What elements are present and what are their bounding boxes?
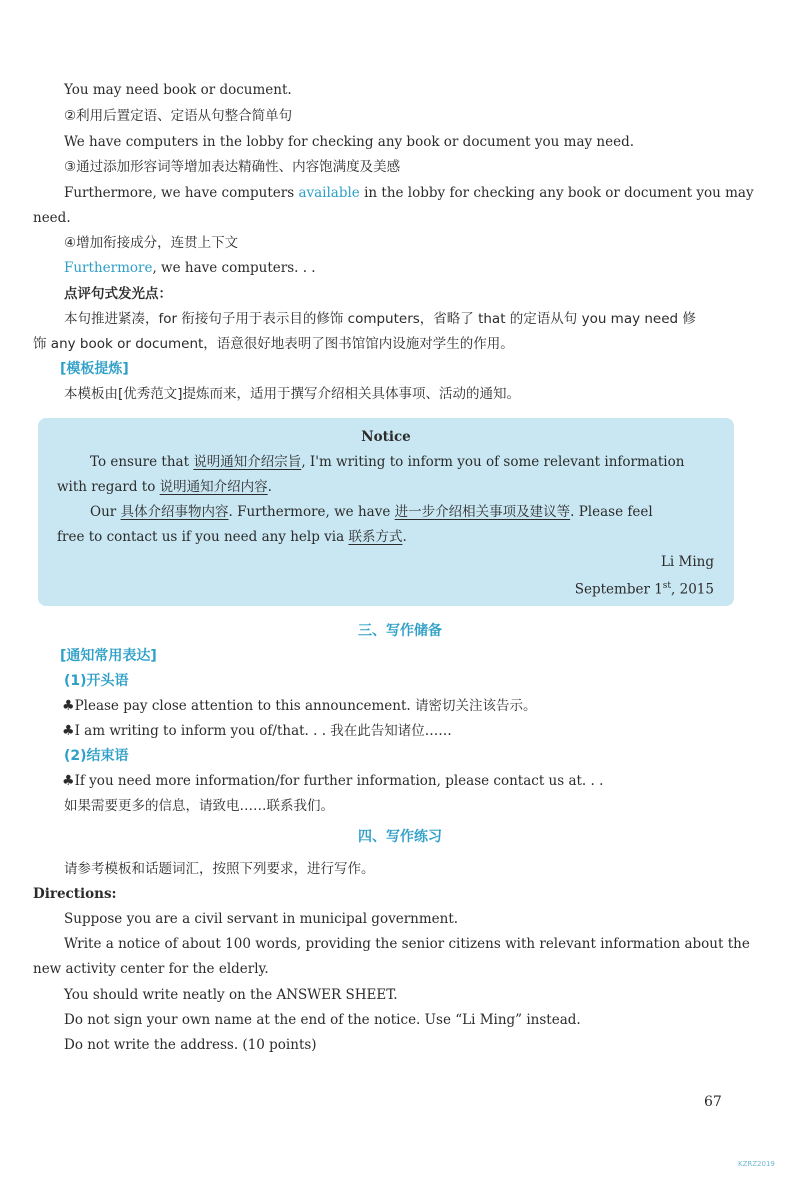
notice-template-box (38, 418, 734, 606)
direction-line: Do not write the address. (10 points) (64, 1037, 317, 1053)
text: Furthermore, we have computers (64, 185, 295, 201)
template-blank: 进一步介绍相关事项及建议等 (394, 504, 571, 520)
notice-line (57, 477, 272, 497)
date-suffix: st (662, 581, 672, 591)
template-desc: 本模板由[优秀范文]提炼而来，适用于撰写介绍相关具体事项、活动的通知。 (64, 386, 521, 402)
example-line: need. (33, 210, 71, 226)
direction-line: Suppose you are a civil servant in municipal government. (64, 911, 459, 927)
template-blank: 联系方式 (348, 529, 403, 545)
template-blank: 具体介绍事物内容 (120, 504, 229, 520)
watermark: KZRZ2019 (738, 1160, 775, 1168)
text: Please pay close attention to this announcement. 请密切关注该告示。 (74, 698, 537, 714)
notice-date (575, 576, 714, 600)
point-heading: ②利用后置定语、定语从句整合简单句 (64, 108, 293, 124)
text: . Please feel (570, 504, 653, 520)
club-icon: ♣ (62, 723, 75, 739)
text: , we have computers. . . (152, 260, 316, 276)
direction-line: new activity center for the elderly. (33, 961, 269, 977)
instruction: 请参考模板和话题词汇，按照下列要求，进行写作。 (64, 861, 375, 877)
text: If you need more information/for further information, please contact us at. . . (74, 773, 604, 789)
example-line: We have computers in the lobby for checking any book or document you may need. (64, 134, 635, 150)
text: I am writing to inform you of/that. . . 我在此告知诸位…… (74, 723, 452, 739)
notice-signature: Li Ming (660, 554, 714, 570)
highlighted-word: Furthermore (64, 260, 153, 276)
club-icon: ♣ (62, 773, 75, 789)
point-heading: ③通过添加形容词等增加表达精确性、内容饱满度及美感 (64, 159, 401, 175)
translation-line: 如果需要更多的信息，请致电……联系我们。 (64, 798, 334, 814)
text: , 2015 (671, 581, 714, 598)
text: To ensure that (90, 454, 190, 470)
notice-line (57, 527, 407, 547)
text: . (267, 479, 272, 495)
opening-heading: (1)开头语 (64, 673, 129, 689)
subsection-heading: [通知常用表达] (60, 648, 157, 664)
example-line (64, 258, 316, 278)
text: , I'm writing to inform you of some relevant information (301, 454, 685, 470)
list-item (62, 721, 452, 741)
club-icon: ♣ (62, 698, 75, 714)
template-blank: 说明通知介绍宗旨 (193, 454, 302, 470)
text: with regard to (57, 479, 156, 495)
text: . Furthermore, we have (228, 504, 391, 520)
text: free to contact us if you need any help via (57, 529, 345, 545)
closing-heading: (2)结束语 (64, 748, 129, 764)
notice-line (90, 502, 653, 522)
example-line (64, 183, 754, 203)
comment-text: 饰 any book or document，语意很好地表明了图书馆馆内设施对学生的作用。 (33, 336, 514, 352)
point-heading: ④增加衔接成分，连贯上下文 (64, 235, 239, 251)
section-title: 四、写作练习 (358, 829, 442, 845)
section-title: 三、写作储备 (358, 623, 442, 639)
template-blank: 说明通知介绍内容 (159, 479, 268, 495)
text: . (402, 529, 407, 545)
page-number: 67 (704, 1094, 722, 1110)
direction-line: Write a notice of about 100 words, providing the senior citizens with relevant information about the (64, 936, 750, 952)
example-line: You may need book or document. (64, 82, 292, 98)
comment-heading: 点评句式发光点： (64, 286, 172, 302)
comment-text: 本句推进紧凑，for 衔接句子用于表示目的修饰 computers，省略了 that 的定语从句 you may need 修 (64, 311, 696, 327)
text: September 1 (574, 581, 663, 598)
list-item (62, 696, 536, 716)
direction-line: You should write neatly on the ANSWER SHEET. (64, 987, 398, 1003)
notice-line (90, 452, 684, 472)
notice-title: Notice (361, 429, 411, 445)
list-item (62, 771, 603, 791)
template-heading: [模板提炼] (60, 361, 129, 377)
direction-line: Do not sign your own name at the end of the notice. Use “Li Ming” instead. (64, 1012, 581, 1028)
highlighted-word: available (298, 185, 360, 201)
directions-label: Directions: (33, 886, 117, 902)
text: Our (90, 504, 117, 520)
text: in the lobby for checking any book or document you may (364, 185, 754, 201)
